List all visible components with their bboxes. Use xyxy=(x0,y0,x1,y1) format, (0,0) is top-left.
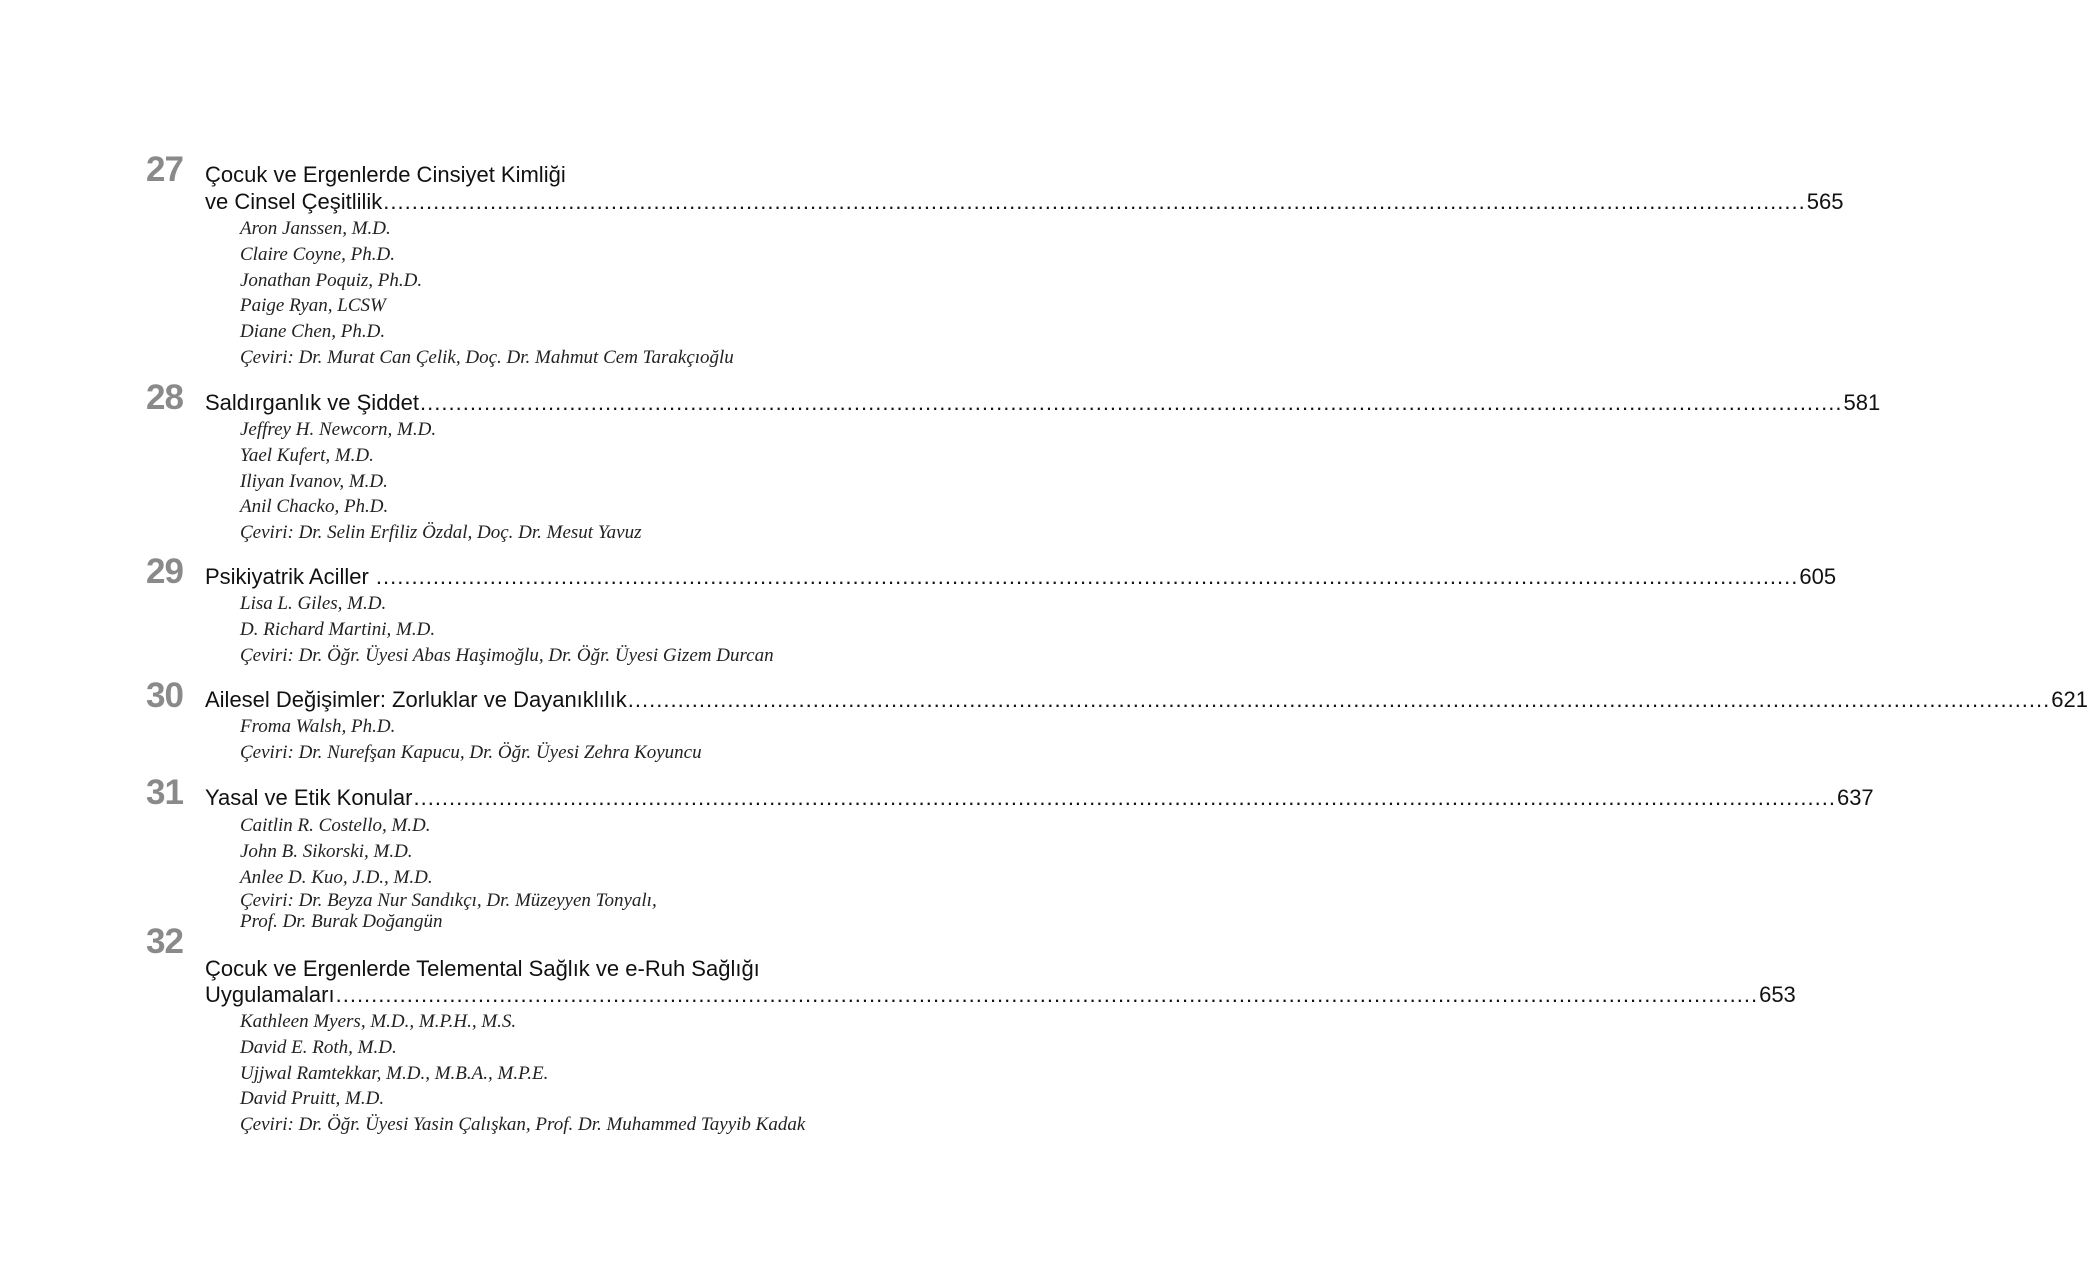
author: David E. Roth, M.D. xyxy=(240,1036,397,1058)
author: Caitlin R. Costello, M.D. xyxy=(240,815,431,836)
chapter-number: 27 xyxy=(146,150,183,189)
author: John B. Sikorski, M.D. xyxy=(240,840,413,862)
chapter-title-line-1: Çocuk ve Ergenlerde Cinsiyet Kimliği xyxy=(205,162,566,187)
chapter-number: 29 xyxy=(146,552,183,591)
author: Claire Coyne, Ph.D. xyxy=(240,243,395,265)
dot-leader: ........................................................................................................................................................................................................ xyxy=(413,785,1836,810)
author: Lisa L. Giles, M.D. xyxy=(240,593,387,614)
author-list xyxy=(240,417,860,546)
chapter-title-line-1: Çocuk ve Ergenlerde Telemental Sağlık ve e-Ruh Sağlığı xyxy=(205,956,760,981)
chapter-title-leader xyxy=(205,981,1796,1008)
dot-leader: ........................................................................................................................................................................................................ xyxy=(335,982,1759,1007)
translation-credit: Çeviri: Dr. Öğr. Üyesi Yasin Çalışkan, Prof. Dr. Muhammed Tayyib Kadak xyxy=(240,1114,806,1136)
chapter-title-line-2: Uygulamaları xyxy=(205,982,335,1007)
author: Ujjwal Ramtekkar, M.D., M.B.A., M.P.E. xyxy=(240,1062,549,1084)
translation-credit: Çeviri: Dr. Murat Can Çelik, Doç. Dr. Mahmut Cem Tarakçıoğlu xyxy=(240,346,734,368)
author: Froma Walsh, Ph.D. xyxy=(240,716,396,737)
translation-credit: Çeviri: Dr. Beyza Nur Sandıkçı, Dr. Müzeyyen Tonyalı, xyxy=(240,890,657,912)
page-number: 581 xyxy=(1843,390,1881,415)
translation-credit: Çeviri: Dr. Selin Erfiliz Özdal, Doç. Dr. Mesut Yavuz xyxy=(240,522,642,544)
translation-credit: Çeviri: Dr. Nurefşan Kapucu, Dr. Öğr. Üyesi Zehra Koyuncu xyxy=(240,741,702,763)
chapter-title-leader xyxy=(205,784,1874,811)
page-number: 565 xyxy=(1806,189,1844,214)
author-list xyxy=(240,714,860,766)
author: Anil Chacko, Ph.D. xyxy=(240,496,389,518)
author-list xyxy=(240,813,860,932)
chapter-title: Psikiyatrik Aciller xyxy=(205,564,375,589)
author: Yael Kufert, M.D. xyxy=(240,444,374,466)
author: Aron Janssen, M.D. xyxy=(240,218,391,239)
author: Anlee D. Kuo, J.D., M.D. xyxy=(240,866,433,888)
dot-leader: ........................................................................................................................................................................................................ xyxy=(627,687,2051,712)
author: Jonathan Poquiz, Ph.D. xyxy=(240,269,423,291)
dot-leader: ........................................................................................................................................................................................................ xyxy=(383,189,1806,214)
chapter-title: Saldırganlık ve Şiddet xyxy=(205,390,420,415)
chapter-title-leader xyxy=(205,389,1881,416)
author: D. Richard Martini, M.D. xyxy=(240,618,436,640)
author: Jeffrey H. Newcorn, M.D. xyxy=(240,419,437,440)
page-number: 605 xyxy=(1799,564,1837,589)
chapter-number: 32 xyxy=(146,922,183,961)
chapter-title: Yasal ve Etik Konular xyxy=(205,785,413,810)
page-number: 637 xyxy=(1836,785,1874,810)
author: David Pruitt, M.D. xyxy=(240,1088,385,1110)
translation-credit: Prof. Dr. Burak Doğangün xyxy=(240,911,443,933)
author: Paige Ryan, LCSW xyxy=(240,295,386,317)
author-list xyxy=(240,216,860,371)
dot-leader: ........................................................................................................................................................................................................ xyxy=(420,390,1843,415)
page-number: 621 xyxy=(2051,687,2088,712)
chapter-title-leader xyxy=(205,188,1844,215)
page-number: 653 xyxy=(1759,982,1796,1007)
author: Diane Chen, Ph.D. xyxy=(240,321,386,343)
chapter-title-leader xyxy=(205,686,2088,713)
chapter-title-line-2: ve Cinsel Çeşitlilik xyxy=(205,189,383,214)
chapter-title-leader xyxy=(205,563,1837,590)
chapter-number: 31 xyxy=(146,773,183,812)
author: Kathleen Myers, M.D., M.P.H., M.S. xyxy=(240,1011,517,1032)
author-list xyxy=(240,591,860,668)
chapter-number: 28 xyxy=(146,378,183,417)
author-list xyxy=(240,1009,860,1138)
chapter-number: 30 xyxy=(146,676,183,715)
chapter-title: Ailesel Değişimler: Zorluklar ve Dayanıklılık xyxy=(205,687,627,712)
author: Iliyan Ivanov, M.D. xyxy=(240,470,388,492)
translation-credit: Çeviri: Dr. Öğr. Üyesi Abas Haşimoğlu, Dr. Öğr. Üyesi Gizem Durcan xyxy=(240,644,774,666)
dot-leader: ........................................................................................................................................................................................................ xyxy=(375,564,1799,589)
